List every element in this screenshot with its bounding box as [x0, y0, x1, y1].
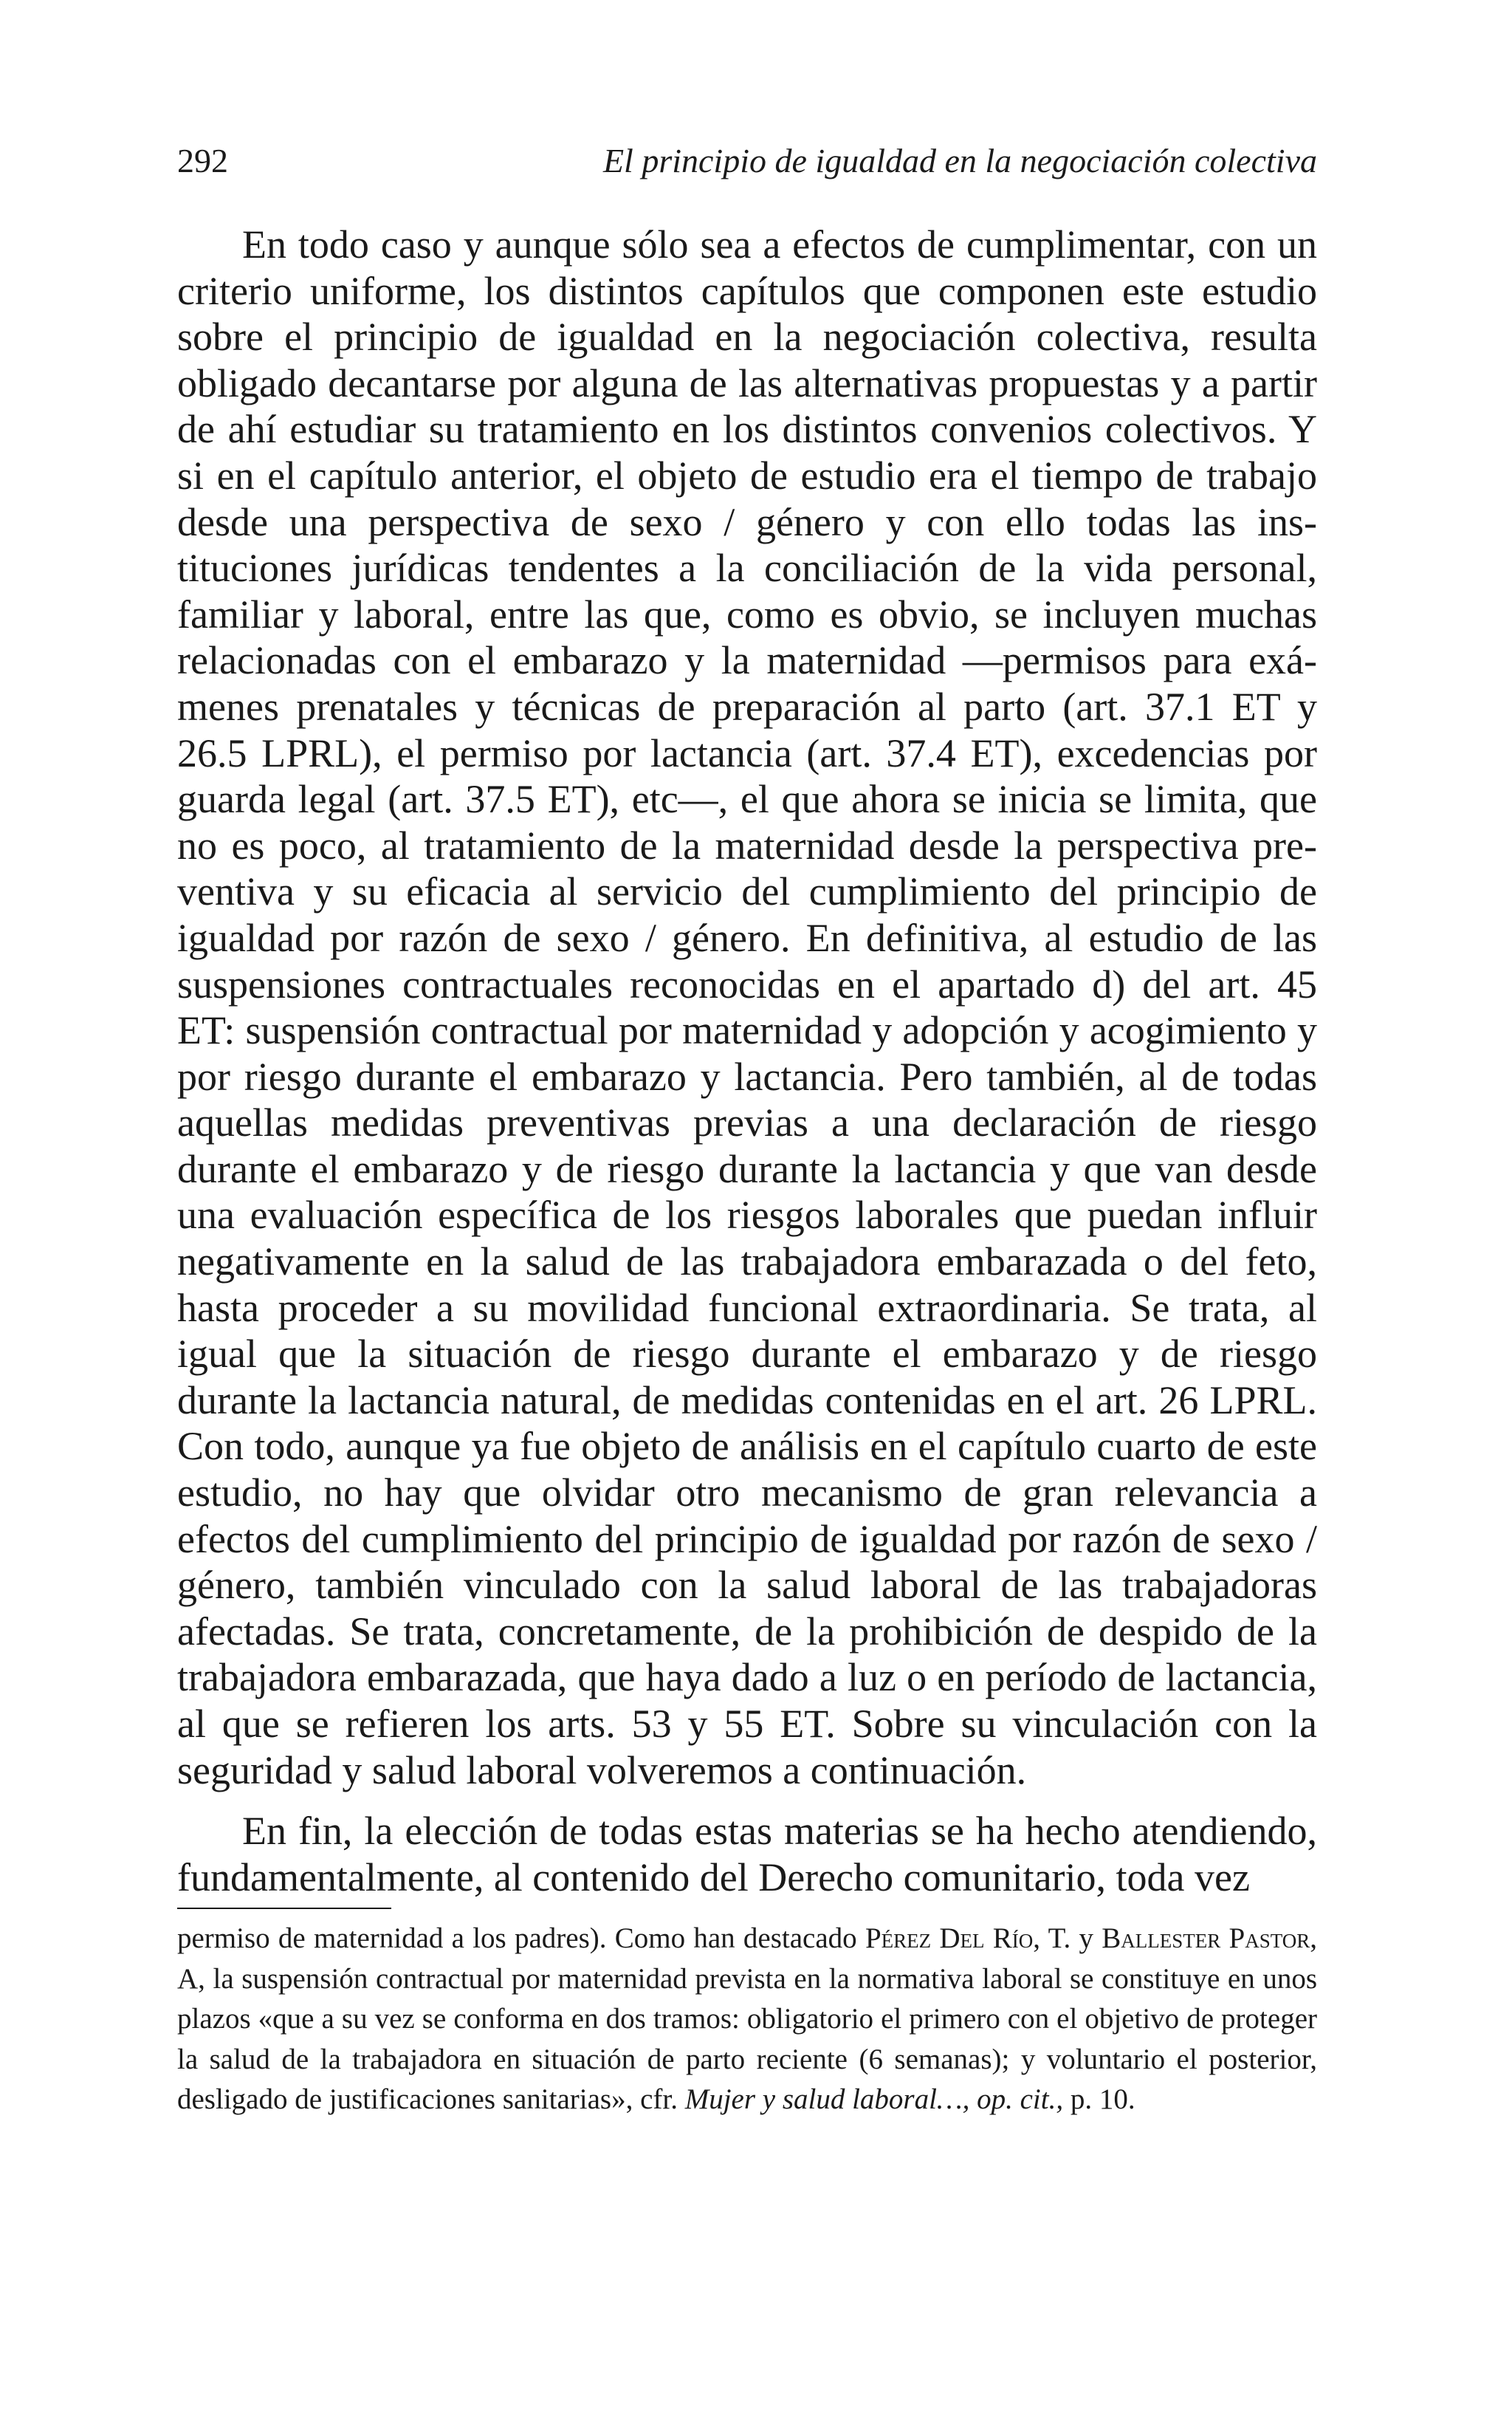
body-paragraph-1: En todo caso y aunque sólo sea a efectos de cumplimentar, con un criterio uniforme, los distintos capítulos que componen este estudio sobre el principio de igualdad en la negociación colectiva, resulta obligado decantarse por alguna de las alternativas propuestas y a partir de ahí estudiar su tratamiento en los distintos convenios colectivos. Y si en el capítulo anterior, el objeto de estudio era el tiempo de trabajo desde una perspectiva de sexo / género y con ello todas las instituciones jurídicas tendentes a la conciliación de la vida personal, familiar y laboral, entre las que, como es obvio, se incluyen muchas relacionadas con el embarazo y la maternidad —permisos para exámenes prenatales y técnicas de preparación al parto (art. 37.1 ET y 26.5 LPRL), el permiso por lactancia (art. 37.4 ET), excedencias por guarda legal (art. 37.5 ET), etc—, el que ahora se inicia se limita, que no es poco, al tratamiento de la maternidad desde la perspectiva preventiva y su eficacia al servicio del cumplimiento del principio de igualdad por razón de sexo / género. En definitiva, al estudio de las suspensiones contractuales reconocidas en el apartado d) del art. 45 ET: suspensión contractual por maternidad y adopción y acogimiento y por riesgo durante el embarazo y lactancia. Pero también, al de todas aquellas medidas preventivas previas a una declaración de riesgo durante el embarazo y de riesgo durante la lactancia y que van desde una evaluación específica de los riesgos laborales que puedan influir negativamente en la salud de las trabajadora embarazada o del feto, hasta proceder a su movilidad funcional extraordinaria. Se trata, al igual que la situación de riesgo durante el embarazo y de riesgo durante la lactancia natural, de medidas contenidas en el art. 26 LPRL. Con todo, aunque ya fue objeto de análisis en el capítulo cuarto de este estudio, no hay que olvidar otro mecanismo de gran relevancia a efectos del cumplimiento del principio de igualdad por razón de sexo / género, también vinculado con la salud laboral de las trabajadoras afectadas. Se trata, concretamente, de la prohibición de despido de la trabajadora embarazada, que haya dado a luz o en período de lactancia, al que se refieren los arts. 53 y 55 ET. Sobre su vinculación con la seguridad y salud laboral volveremos a continuación.: [177, 222, 1317, 1792]
running-title: El principio de igualdad en la negociación colectiva: [602, 142, 1317, 179]
footnote: [177, 1919, 1317, 2120]
footnote-separator: [177, 1908, 391, 1909]
footnote-author-2: Ballester Pastor: [1102, 1922, 1310, 1954]
footnote-text-3: , A, la suspensión contractual por maternidad prevista en la normativa laboral se constituye en unos plazos «que a su vez se conforma en dos tramos: obligatorio el primero con el objetivo de proteger la salud de la trabajadora en situación de parto reciente (6 semanas); y voluntario el posterior, desligado de justificaciones sanitarias», cfr.: [177, 1922, 1318, 2115]
footnote-work-title: Mujer y salud laboral…, op. cit.,: [684, 2083, 1064, 2115]
running-head: [177, 139, 1317, 183]
footnote-page-ref: p. 10.: [1063, 2083, 1135, 2115]
body-text: [177, 222, 1317, 1900]
body-paragraph-2: En fin, la elección de todas estas materias se ha hecho atendiendo, fundamentalmente, al contenido del Derecho comunitario, toda vez: [177, 1809, 1317, 1899]
footnote-author-1: Pérez Del Río: [865, 1922, 1034, 1954]
footnote-text-2: , T. y: [1033, 1922, 1102, 1954]
page-number: 292: [177, 142, 228, 179]
footnote-text-1: permiso de maternidad a los padres). Como han destacado: [177, 1922, 865, 1954]
